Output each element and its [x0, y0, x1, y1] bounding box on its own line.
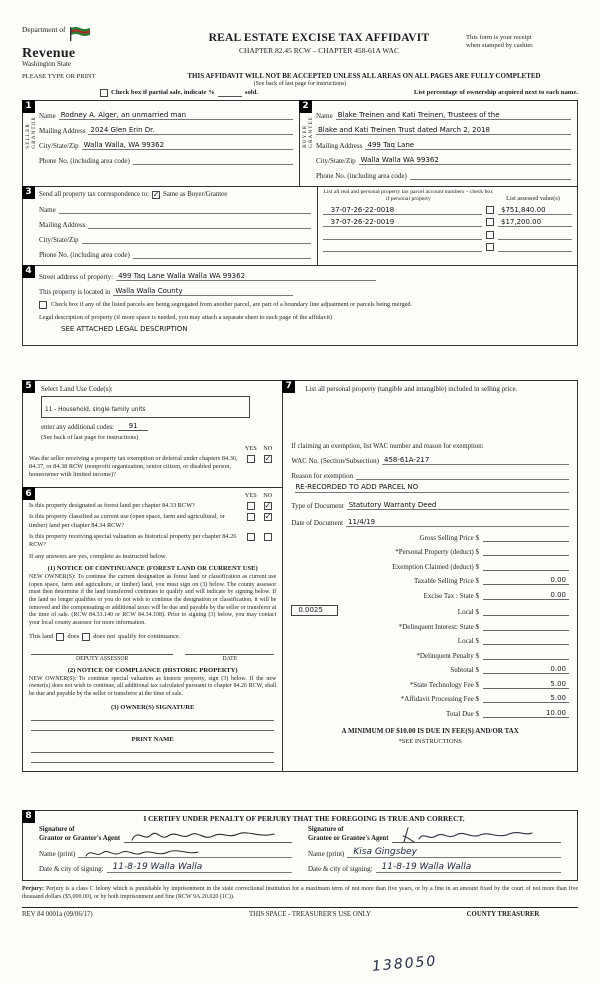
grantee-date-city-label: Date & city of signing: — [308, 865, 373, 874]
grantor-word: GRANTOR — [31, 115, 37, 149]
section-8-number: 8 — [22, 810, 35, 823]
form-chapter: CHAPTER 82.45 RCW – CHAPTER 458-61A WAC — [239, 46, 399, 55]
wa-flag-icon — [69, 26, 91, 46]
parcel-number-field[interactable]: 37-07-26-22-0018 — [323, 206, 482, 215]
assessed-value-field[interactable]: $17,200.00 — [498, 218, 572, 227]
additional-codes-label: enter any additional codes: — [41, 423, 115, 431]
see-back-note-2: (See back of last page for instructions) — [41, 433, 139, 441]
street-address-label: Street address of property: — [39, 272, 114, 281]
perjury-lead: Perjury: — [22, 886, 44, 893]
form-header — [22, 26, 578, 69]
tax-row-label: Subtotal $ — [450, 666, 479, 675]
tax-row-value: 0.00 — [483, 665, 569, 674]
left-column — [22, 380, 283, 772]
doc-date-label: Date of Document — [291, 519, 344, 528]
buyer-word: BUYER — [302, 124, 308, 148]
county-field[interactable]: Walla Walla County — [113, 287, 293, 296]
section-land-use — [23, 381, 282, 489]
please-type-or-print: PLEASE TYPE OR PRINT — [22, 72, 96, 80]
tax-row-label: Local $ — [457, 637, 479, 646]
tax-row-value[interactable] — [483, 547, 569, 556]
tax-row-label: *Delinquent Interest: State $ — [398, 622, 479, 631]
reason-for-exemption-field[interactable] — [356, 471, 569, 480]
footer-row — [22, 907, 578, 918]
exemption-deferral-question: Was the seller receiving a property tax exemption or deferral under chapters 84.36, 84.37, or 84.38 RCW (nonprofit organization, senior citizen, or disabled person, homeowner with limited income)? — [29, 454, 238, 479]
doc-type-label: Type of Document — [291, 502, 344, 511]
partial-sale-label: Check box if partial sale, indicate % — [111, 89, 215, 97]
doc-type-field[interactable]: Statutory Warranty Deed — [347, 501, 569, 510]
grantor-signature-of-label: Signature of — [39, 825, 75, 833]
tax-row-affidavit-processing-fee — [291, 694, 569, 703]
form-title: REAL ESTATE EXCISE TAX AFFIDAVIT — [208, 32, 430, 44]
receipt-note — [466, 26, 578, 50]
land-use-code-select[interactable] — [41, 396, 250, 418]
grantee-date-city-field[interactable]: 11-8-19 Walla Walla — [376, 862, 561, 873]
buyer-city-field[interactable]: Walla Walla WA 99362 — [359, 156, 571, 165]
tax-row-total-due — [291, 709, 569, 718]
yes-header: YES — [244, 492, 257, 500]
corr-phone-label: Phone No. (including area code) — [39, 250, 130, 259]
tax-table — [291, 533, 569, 718]
grantee-name-print-label: Name (print) — [308, 850, 345, 859]
grantee-signature-field[interactable] — [392, 826, 561, 843]
seller-mailing-field[interactable]: 2024 Glen Erin Dr. — [88, 126, 293, 135]
tax-row-delinquent-penalty — [291, 651, 569, 660]
buyer-phone-field[interactable] — [410, 171, 571, 180]
grantee-agent-label: Grantee or Grantee's Agent — [308, 834, 389, 842]
corr-name-label: Name — [39, 205, 56, 214]
corr-mailing-field[interactable] — [88, 220, 310, 229]
partial-sale-percent-field[interactable] — [218, 89, 242, 97]
buyer-mailing-field[interactable]: 499 Taq Lane — [365, 141, 571, 150]
section-buyer — [300, 100, 578, 187]
additional-codes-field[interactable]: 91 — [118, 422, 148, 431]
see-instructions-note: *SEE INSTRUCTIONS — [398, 737, 462, 745]
tax-row-label: Local $ — [457, 608, 479, 617]
same-as-buyer-label: Same as Buyer/Grantee — [163, 191, 228, 199]
segregated-checkbox[interactable] — [39, 301, 47, 309]
section-3-number: 3 — [22, 186, 35, 199]
rev-form-number: REV 84 0001a (09/06/17) — [22, 911, 93, 919]
tax-row-value[interactable] — [483, 651, 569, 660]
deferral-no-checkbox[interactable] — [264, 455, 272, 463]
tax-row-exemption-claimed — [291, 562, 569, 571]
legal-description-label: Legal description of property (if more space is needed, you may attach a separate sheet to each page of the affidavit) — [39, 313, 333, 321]
tax-row-value[interactable] — [483, 607, 569, 616]
tax-row-value[interactable] — [483, 622, 569, 631]
owner-signature-line-2[interactable] — [31, 721, 274, 731]
tax-row-label: *Delinquent Penalty $ — [416, 651, 479, 660]
current-use-no-checkbox[interactable] — [264, 513, 272, 521]
tax-row-delinquent-interest-state — [291, 622, 569, 631]
seller-word: SELLER — [25, 122, 31, 149]
personal-property-label: List all personal property (tangible and intangible) included in selling price. — [305, 384, 518, 393]
grantor-signature-block — [31, 826, 300, 874]
tax-row-gross — [291, 533, 569, 542]
warning-banner: THIS AFFIDAVIT WILL NOT BE ACCEPTED UNLESS ALL AREAS ON ALL PAGES ARE FULLY COMPLETED — [187, 71, 541, 80]
section-property-address — [22, 266, 578, 346]
qualify-label: qualify for continuance. — [118, 633, 181, 641]
perjury-text: Perjury is a class C felony which is punishable by imprisonment in the state correctional institution for a maximum term of not more than five years, or by a fine in an amount fixed by the court of not more than five thousand dollars ($5,000.00), or by both imprisonment and fine (RCW 9A.20.020 (1C)). — [22, 886, 579, 901]
buyer-name-field[interactable]: Blake Treinen and Kati Treinen, Trustees of the — [336, 111, 571, 120]
seller-mailing-label: Mailing Address — [39, 126, 86, 135]
tax-row-label: *State Technology Fee $ — [409, 680, 479, 689]
street-address-field[interactable]: 499 Taq Lane Walla Walla WA 99362 — [116, 272, 376, 281]
forest-yes-checkbox[interactable] — [247, 502, 255, 510]
tax-row-value[interactable] — [483, 533, 569, 542]
historic-property-question: Is this property receiving special valuation as historical property per chapter 84.26 RCW? — [29, 532, 237, 548]
historic-no-checkbox[interactable] — [264, 533, 272, 541]
buyer-name-label: Name — [316, 111, 333, 120]
section-seller — [22, 100, 300, 187]
receipt-line-2: when stamped by cashier. — [466, 42, 534, 50]
treasurer-stamp-number: 138050 — [371, 953, 439, 975]
corr-name-field[interactable] — [59, 205, 311, 214]
personal-property-checkbox[interactable] — [486, 231, 494, 239]
parcel-number-field[interactable] — [323, 231, 482, 240]
logo-department-of: Department of — [22, 25, 66, 34]
section-land-designation — [23, 488, 282, 771]
logo-revenue: Revenue — [22, 45, 76, 61]
see-back-note: (See back of last page for instructions) — [253, 80, 347, 87]
grantor-name-print-field[interactable] — [78, 847, 292, 858]
grantee-signature-block — [300, 826, 569, 874]
seller-side-label — [25, 116, 37, 149]
parcel-number-field[interactable] — [323, 243, 482, 252]
assessed-values-header: List assessed value(s) — [506, 195, 560, 203]
partial-sale-sold-label: sold. — [244, 89, 259, 97]
checkmark: ✓ — [264, 453, 272, 463]
certify-statement: I CERTIFY UNDER PENALTY OF PERJURY THAT THE FOREGOING IS TRUE AND CORRECT. — [143, 813, 465, 823]
section-5-number: 5 — [22, 380, 35, 393]
grantor-date-city-field[interactable]: 11-8-19 Walla Walla — [107, 862, 292, 873]
yes-header: YES — [244, 444, 257, 452]
exemption-intro: If claiming an exemption, list WAC number and reason for exemption: — [291, 443, 484, 451]
deputy-assessor-line[interactable]: DEPUTY ASSESSOR — [31, 654, 173, 662]
parcel-numbers-header: List all real and personal property tax parcel account numbers – check box if personal property — [323, 188, 494, 202]
tax-row-excise-state — [291, 591, 569, 600]
compliance-paragraph: NEW OWNER(S): To continue special valuation as historic property, sign (3) below. If the new owner(s) does not wish to continue, all additional tax calculated pursuant to chapter 84.26 RCW, shall be due and payable by the seller or transferor at the time of sale. — [29, 675, 277, 698]
personal-property-checkbox[interactable] — [486, 206, 494, 214]
tax-row-personal-property — [291, 547, 569, 556]
does-checkbox[interactable] — [56, 633, 64, 641]
land-use-code-value: 11 - Household, single family units — [45, 406, 146, 413]
grantee-word: GRANTEE — [308, 115, 314, 148]
this-land-label: This land — [29, 633, 54, 641]
print-name-line-1[interactable] — [31, 743, 274, 753]
print-name-line-2[interactable] — [31, 753, 274, 763]
tax-row-value: 5.00 — [483, 680, 569, 689]
corr-mailing-label: Mailing Address — [39, 220, 86, 229]
section-tax-correspondence — [22, 187, 578, 266]
parcel-row — [323, 218, 572, 227]
treasurer-space-label: THIS SPACE - TREASURER'S USE ONLY — [249, 911, 371, 919]
section-4-number: 4 — [22, 265, 35, 278]
land-use-label: Select Land Use Code(s): — [41, 384, 113, 393]
forest-land-question: Is this property designated as forest land per chapter 84.33 RCW? — [29, 502, 195, 510]
seller-name-label: Name — [39, 111, 56, 120]
tax-row-state-technology-fee — [291, 680, 569, 689]
logo-washington-state: Washington State — [22, 59, 72, 68]
historic-yes-checkbox[interactable] — [247, 533, 255, 541]
tax-row-value[interactable] — [483, 636, 569, 645]
grantor-date-city-label: Date & city of signing: — [39, 865, 104, 874]
section-6-number: 6 — [22, 487, 35, 500]
buyer-city-label: City/State/Zip — [316, 156, 356, 165]
no-header: NO — [263, 444, 273, 452]
seller-city-label: City/State/Zip — [39, 141, 79, 150]
doc-date-field[interactable]: 11/4/19 — [346, 518, 569, 527]
reason-for-exemption-value: RE-RECORDED TO ADD PARCEL NO — [295, 483, 569, 493]
personal-property-checkbox[interactable] — [486, 218, 494, 226]
grantee-name-print-field[interactable]: Kisa Gingsbey — [347, 847, 561, 858]
buyer-side-label — [302, 116, 314, 148]
current-use-question: Is this property classified as current use (open space, farm and agricultural, or timber) land per chapter 84.34 RCW? — [29, 513, 225, 529]
seller-phone-label: Phone No. (including area code) — [39, 156, 130, 165]
assessed-value-field[interactable] — [498, 243, 572, 252]
forest-no-checkbox[interactable] — [264, 502, 272, 510]
tax-row-label: *Affidavit Processing Fee $ — [400, 695, 479, 704]
tax-row-label: Gross Selling Price $ — [419, 533, 479, 542]
checkmark: ✓ — [152, 189, 160, 199]
parcel-number-field[interactable]: 37-07-26-22-0019 — [323, 218, 482, 227]
tax-row-delinquent-interest-local — [291, 636, 569, 645]
tax-row-taxable-selling-price — [291, 576, 569, 585]
grantor-name-ink — [82, 845, 202, 861]
answers-yes-note: If any answers are yes, complete as instructed below. — [29, 553, 167, 561]
grantor-signature-ink — [128, 826, 278, 846]
segregated-note: Check box if any of the listed parcels are being segregated from another parcel, are part of a boundary line adjustment or parcels being merged. — [51, 301, 413, 309]
assessed-value-field[interactable] — [498, 231, 572, 240]
continuance-heading: (1) NOTICE OF CONTINUANCE (FOREST LAND OR CURRENT USE) — [47, 565, 258, 573]
tax-row-label: Exemption Claimed (deduct) $ — [392, 562, 479, 571]
does-not-label: does not — [93, 633, 116, 641]
send-correspondence-label: Send all property tax correspondence to: — [39, 191, 150, 199]
perjury-note — [22, 886, 578, 902]
local-rate-box: 0.0025 — [291, 605, 338, 616]
checkmark: ✓ — [264, 501, 272, 511]
ownership-percentage-note: List percentage of ownership acquired next to each name. — [413, 89, 578, 97]
dor-logo — [22, 26, 172, 69]
grantor-signature-field[interactable] — [124, 826, 292, 843]
compliance-heading: (2) NOTICE OF COMPLIANCE (HISTORIC PROPERTY) — [67, 666, 238, 674]
wac-label: WAC No. (Section/Subsection) — [291, 457, 379, 466]
buyer-mailing-label: Mailing Address — [316, 141, 363, 150]
seller-name-field[interactable]: Rodney A. Alger, an unmarried man — [59, 111, 293, 120]
minimum-due-note: A MINIMUM OF $10.00 IS DUE IN FEE(S) AND/OR TAX — [341, 726, 519, 735]
deputy-date-line[interactable]: DATE — [185, 654, 274, 662]
property-located-label: This property is located in — [39, 288, 111, 296]
personal-property-checkbox[interactable] — [486, 243, 494, 251]
grantee-signature-of-label: Signature of — [308, 825, 344, 833]
legal-description-value: SEE ATTACHED LEGAL DESCRIPTION — [61, 324, 188, 333]
print-name-heading: PRINT NAME — [131, 735, 174, 743]
section-7-number: 7 — [282, 380, 295, 393]
parcel-row — [323, 206, 572, 215]
tax-row-subtotal — [291, 665, 569, 674]
partial-sale-checkbox[interactable] — [100, 89, 108, 97]
section-certification — [22, 810, 578, 882]
owner-signature-line-1[interactable] — [31, 711, 274, 721]
deferral-yes-checkbox[interactable] — [247, 455, 255, 463]
reason-for-exemption-label: Reason for exemption — [291, 472, 354, 481]
tax-row-excise-local — [291, 605, 569, 616]
wac-number-field[interactable]: 458-61A-217 — [382, 456, 569, 465]
tax-row-label: *Personal Property (deduct) $ — [395, 548, 479, 557]
grantor-agent-label: Grantor or Grantor's Agent — [39, 834, 121, 842]
seller-city-field[interactable]: Walla Walla, WA 99362 — [82, 141, 293, 150]
same-as-buyer-checkbox[interactable] — [152, 191, 160, 199]
corr-phone-field[interactable] — [133, 250, 311, 259]
buyer-phone-label: Phone No. (including area code) — [316, 171, 407, 180]
tax-row-value: 5.00 — [483, 694, 569, 703]
current-use-yes-checkbox[interactable] — [247, 513, 255, 521]
buyer-name-field-line2[interactable]: Blake and Kati Treinen Trust dated March 2, 2018 — [316, 126, 571, 135]
corr-city-field[interactable] — [82, 235, 311, 244]
grantor-name-print-label: Name (print) — [39, 850, 76, 859]
seller-phone-field[interactable] — [133, 156, 293, 165]
tax-row-label: Total Due $ — [446, 709, 479, 718]
tax-row-value[interactable] — [483, 562, 569, 571]
assessed-value-field[interactable]: $751,840.00 — [498, 206, 572, 215]
section-tax-computation — [283, 380, 578, 772]
continuance-paragraph: NEW OWNER(S): To continue the current designation as forest land or classification as current use (open space, farm and agriculture, or timber) land, you must sign on (3) below. The county assessor must then determine if the land transferred continues to qualify and will indicate by signing below. If the land no longer qualifies or you do not wish to continue the designation or classification, it will be removed and the compensating or additional taxes will be due and payable by the seller or transferor at the time of sale. (RCW 84.33.140 or RCW 84.34.108). Prior to signing (3) below, you may contact your local county assessor for more information. — [29, 574, 277, 627]
tax-row-value: 10.00 — [483, 709, 569, 718]
does-not-checkbox[interactable] — [82, 633, 90, 641]
tax-row-label: Taxable Selling Price $ — [413, 577, 479, 586]
grantee-signature-ink — [396, 826, 536, 846]
checkmark: ✓ — [264, 512, 272, 522]
owner-signature-heading: (3) OWNER(S) SIGNATURE — [110, 703, 195, 711]
section-2-number: 2 — [299, 100, 312, 113]
tax-row-value: 0.00 — [483, 591, 569, 600]
county-treasurer-label: COUNTY TREASURER — [466, 911, 540, 919]
receipt-line-1: This form is your receipt — [466, 34, 532, 41]
tax-row-value: 0.00 — [483, 576, 569, 585]
parcel-row — [323, 231, 572, 240]
no-header: NO — [263, 492, 273, 500]
tax-row-label: Excise Tax : State $ — [423, 591, 479, 600]
parcel-row — [323, 243, 572, 252]
section-1-number: 1 — [22, 100, 35, 113]
does-label: does — [67, 633, 80, 641]
corr-city-label: City/State/Zip — [39, 235, 79, 244]
